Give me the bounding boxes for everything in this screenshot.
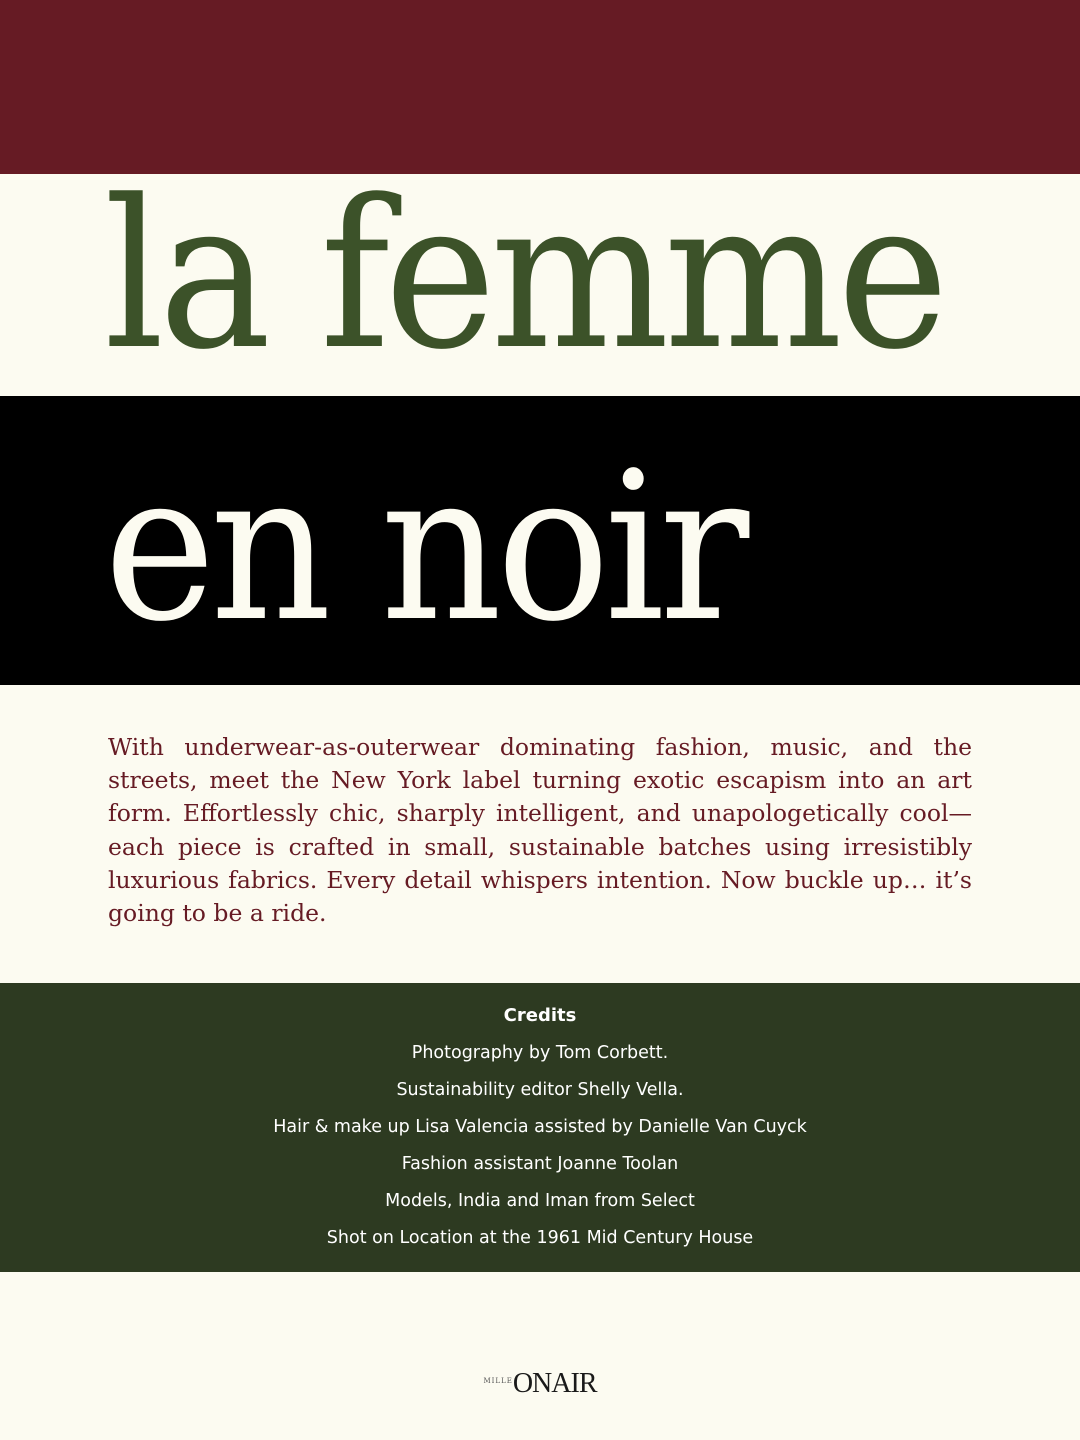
noir-band — [0, 396, 1080, 685]
logo-main-text: ONAIR — [512, 1368, 597, 1399]
credit-line: Sustainability editor Shelly Vella. — [396, 1080, 684, 1100]
credits-section — [0, 1001, 1080, 1260]
body-band — [0, 685, 1080, 983]
footer-band — [0, 1272, 1080, 1440]
credits-title: Credits — [503, 1005, 577, 1026]
brand-logo — [0, 1368, 1080, 1400]
credit-line: Shot on Location at the 1961 Mid Century House — [326, 1228, 754, 1248]
headline-line-2: en noir — [104, 429, 744, 667]
credit-line: Photography by Tom Corbett. — [411, 1043, 669, 1063]
intro-paragraph: With underwear-as-outerwear dominating fashion, music, and the streets, meet the New York label turning exotic escapism into an art form. Effortlessly chic, sharply intelligent, and unapologetically cool—each piece is crafted in small, sustainable batches using irresistibly luxurious fabrics. Every detail whispers intention. Now buckle up… it’s going to be a ride. — [108, 733, 972, 928]
credits-band — [0, 983, 1080, 1272]
credit-line: Models, India and Iman from Select — [385, 1191, 695, 1211]
credit-line: Hair & make up Lisa Valencia assisted by Danielle Van Cuyck — [273, 1117, 807, 1137]
logo-small-text: MILLE — [483, 1377, 513, 1385]
credit-line: Fashion assistant Joanne Toolan — [401, 1154, 679, 1174]
top-color-band — [0, 0, 1080, 174]
headline-line-1: la femme — [104, 174, 944, 395]
title-band — [0, 174, 1080, 396]
